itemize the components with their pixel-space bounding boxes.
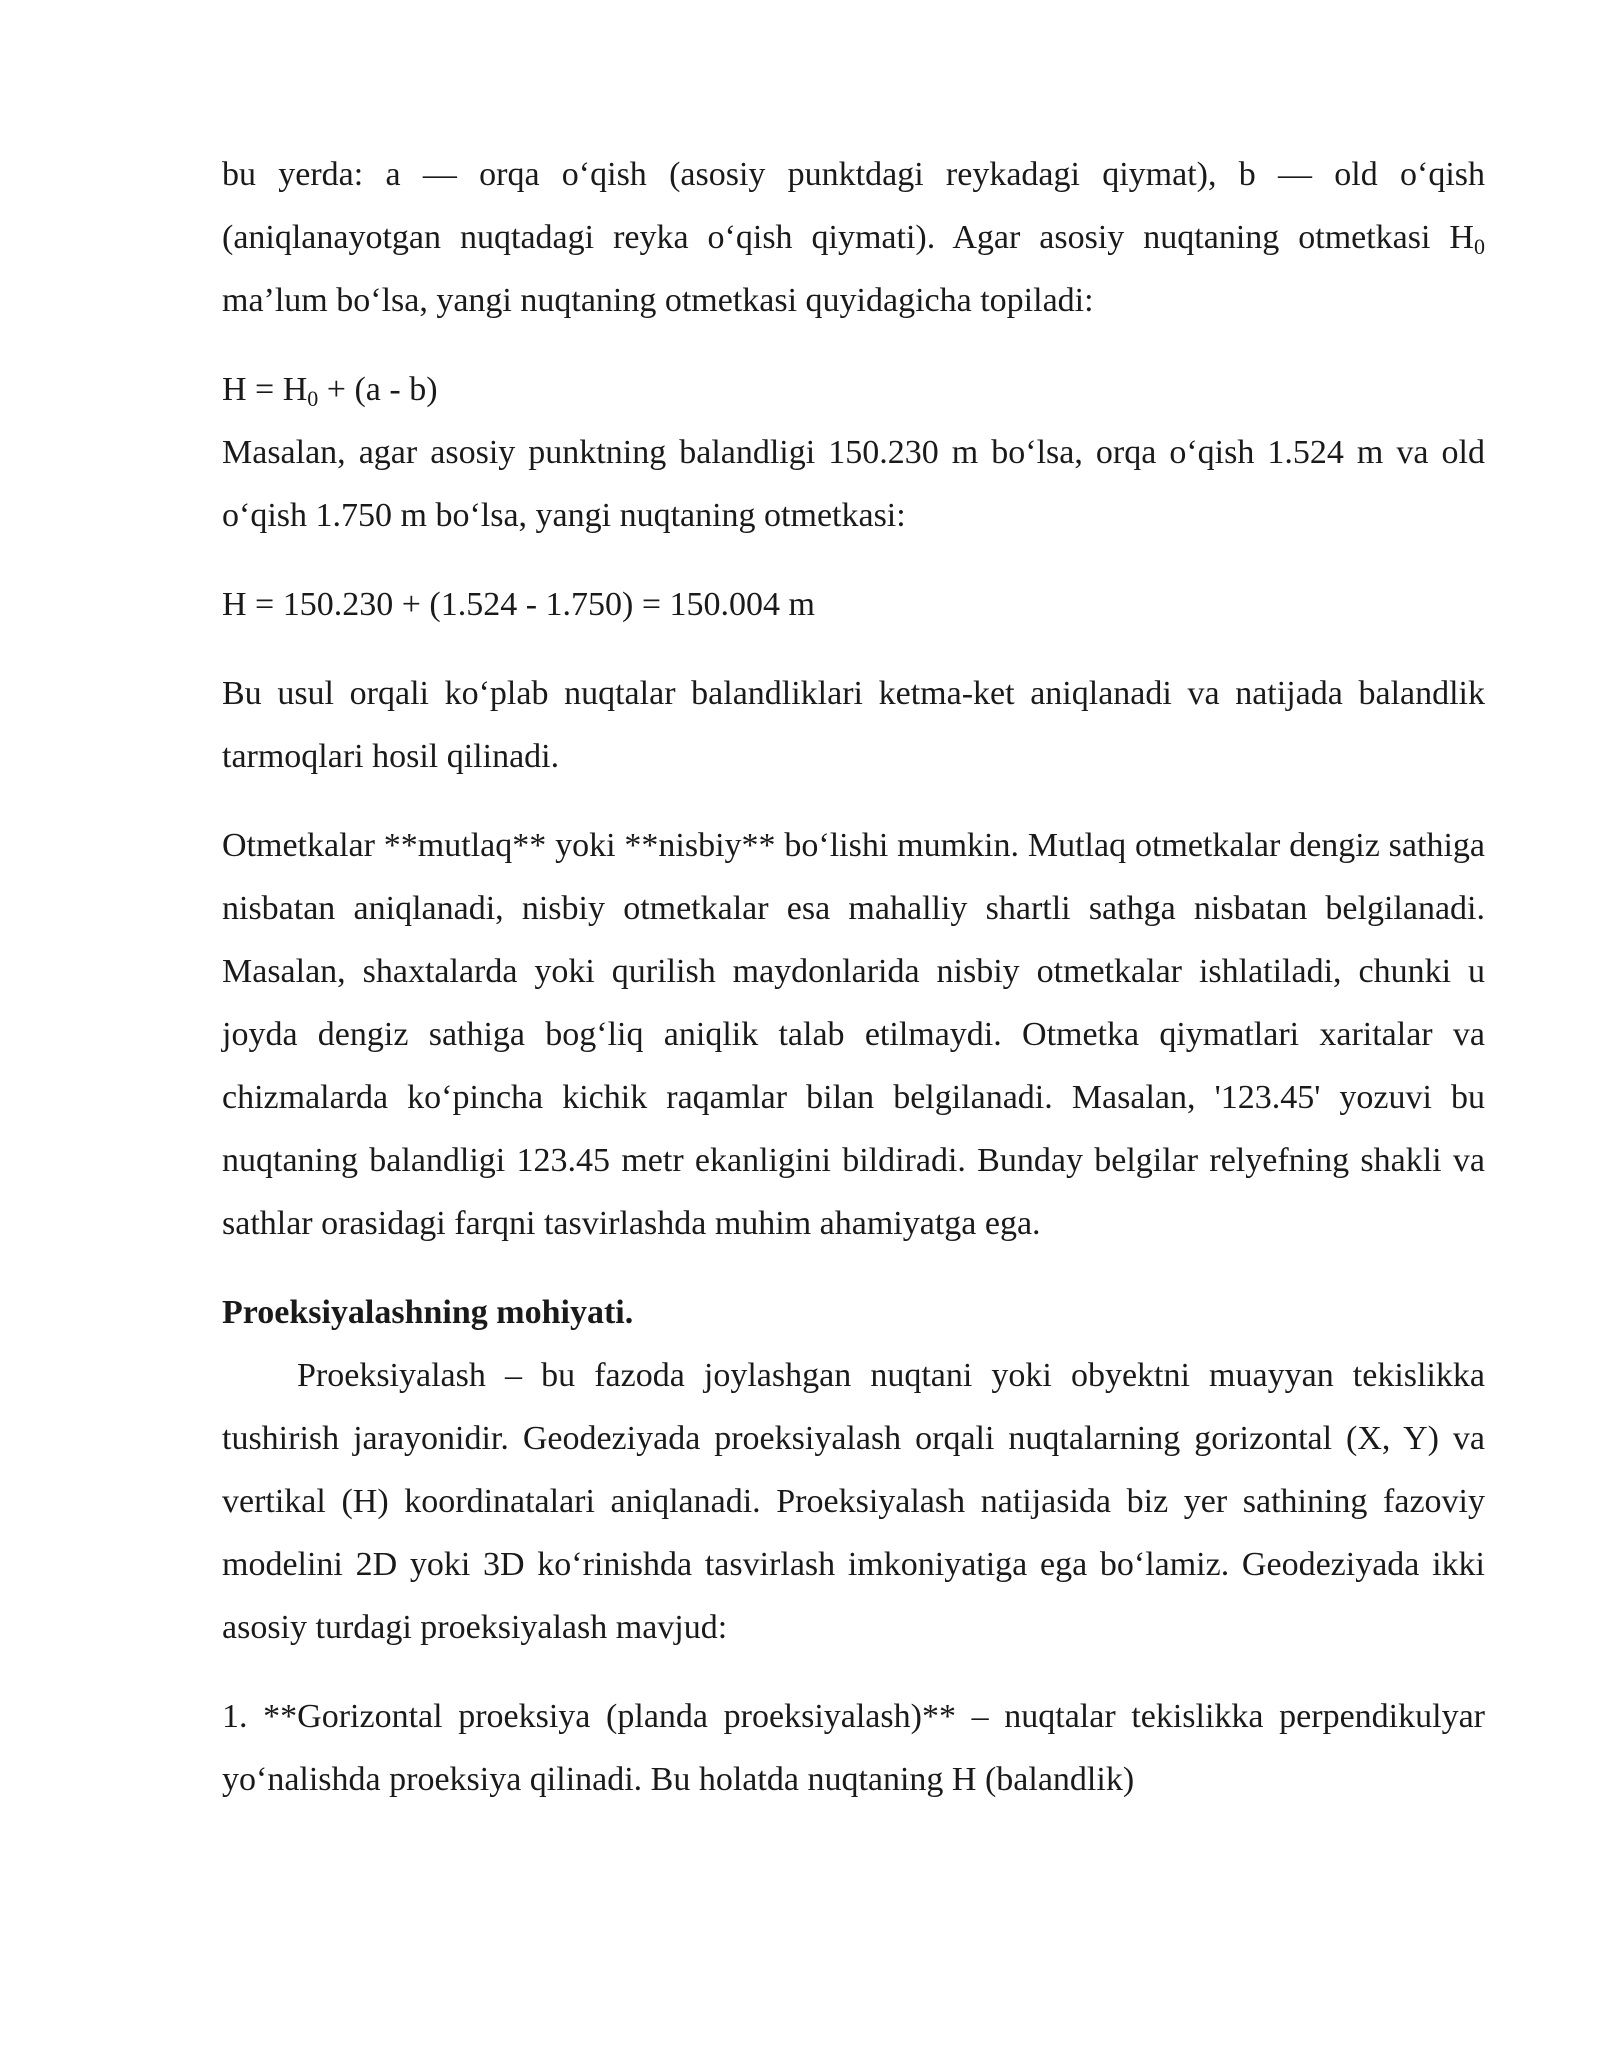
subscript: 0 (307, 386, 319, 411)
paragraph-projection: Proeksiyalash – bu fazoda joylashgan nuqtani yoki obyektni muayyan tekislikka tushirish jarayonidir. Geodeziyada proeksiyalash orqali nuqtalarning gorizontal (X, Y) va vertikal (H) koordinatalari aniqlanadi. Proeksiyalash natijasida biz yer sathining fazoviy modelini 2D yoki 3D ko‘rinishda tasvirlash imkoniyatiga ega bo‘lamiz. Geodeziyada ikki asosiy turdagi proeksiyalash mavjud: (222, 1357, 1485, 1646)
subscript: 0 (1474, 234, 1485, 259)
paragraph-definitions (222, 143, 1485, 332)
formula-general (222, 358, 1485, 421)
spacer (222, 547, 1485, 573)
paragraph-elevations: Otmetkalar **mutlaq** yoki **nisbiy** bo‘lishi mumkin. Mutlaq otmetkalar dengiz sathiga nisbatan aniqlanadi, nisbiy otmetkalar esa mahalliy shartli sathga nisbatan belgilanadi. Masalan, shaxtalarda yoki qurilish maydonlarida nisbiy otmetkalar ishlatiladi, chunki u joyda dengiz sathiga bog‘liq aniqlik talab etilmaydi. Otmetka qiymatlari xaritalar va chizmalarda ko‘pincha kichik raqamlar bilan belgilanadi. Masalan, '123.45' yozuvi bu nuqtaning balandligi 123.45 metr ekanligini bildiradi. Bunday belgilar relyefning shakli va sathlar orasidagi farqni tasvirlashda muhim ahamiyatga ega. (222, 827, 1485, 1242)
paragraph-method: Bu usul orqali ko‘plab nuqtalar balandliklari ketma-ket aniqlanadi va natijada balandlik tarmoqlari hosil qilinadi. (222, 675, 1485, 775)
section-heading: Proeksiyalashning mohiyati. (222, 1294, 634, 1331)
formula-text: + (a - b) (318, 371, 438, 408)
formula-example: H = 150.230 + (1.524 - 1.750) = 150.004 m (222, 586, 815, 623)
formula-text: H = H (222, 371, 308, 408)
paragraph-text: bu yerda: a — orqa o‘qish (asosiy punktdagi reykadagi qiymat), b — old o‘qish (aniqlanayotgan nuqtadagi reyka o‘qish qiymati). Agar asosiy nuqtaning otmetkasi H (222, 156, 1485, 256)
paragraph-text: ma’lum bo‘lsa, yangi nuqtaning otmetkasi quyidagicha topiladi: (222, 282, 1094, 319)
document-body (222, 143, 1485, 1811)
spacer (222, 636, 1485, 662)
paragraph-example: Masalan, agar asosiy punktning balandligi 150.230 m bo‘lsa, orqa o‘qish 1.524 m va old o‘qish 1.750 m bo‘lsa, yangi nuqtaning otmetkasi: (222, 434, 1485, 534)
list-item: 1. **Gorizontal proeksiya (planda proeksiyalash)** – nuqtalar tekislikka perpendikulyar yo‘nalishda proeksiya qilinadi. Bu holatda nuqtaning H (balandlik) (222, 1698, 1485, 1798)
